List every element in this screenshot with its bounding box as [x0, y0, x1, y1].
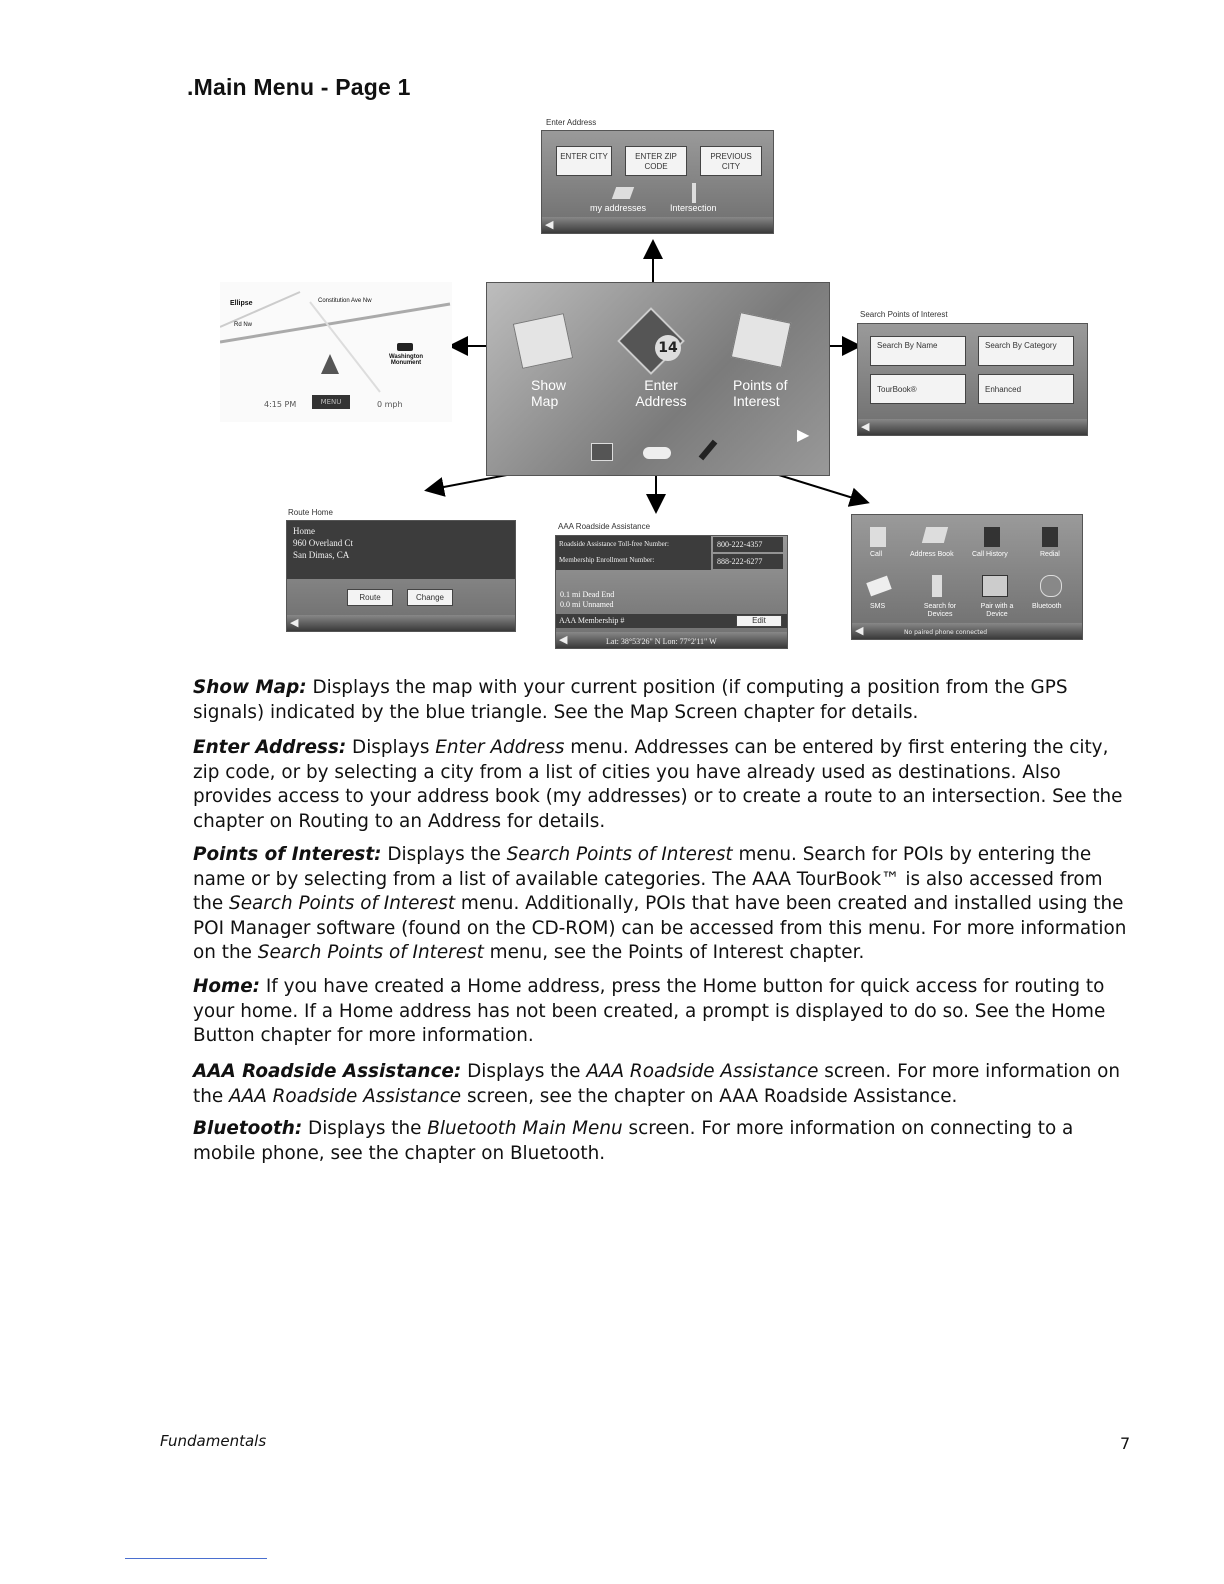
description-paragraph: Bluetooth: Displays the Bluetooth Main Menu screen. For more information on connecting to a mobile phone, see the chapter on Bluetooth.: [193, 1118, 1074, 1164]
map-label-monument: Washington Monument: [388, 354, 424, 366]
search-by-name-button[interactable]: Search By Name: [870, 336, 966, 366]
back-arrow-icon[interactable]: ◀: [290, 616, 299, 629]
description-term: Home:: [193, 976, 261, 997]
address-book-button[interactable]: Address Book: [910, 551, 954, 558]
main-menu-screen: [486, 282, 830, 476]
back-arrow-icon[interactable]: ◀: [855, 624, 864, 637]
description-paragraph: Home: If you have created a Home address, press the Home button for quick access for routing to your home. If a Home address has not been created, a prompt is displayed to do so. See the Home Button chapter for more information.: [193, 976, 1106, 1046]
back-arrow-icon[interactable]: ◀: [861, 420, 870, 433]
map-label-ellipse: Ellipse: [230, 300, 253, 307]
italic-reference: Search Points of Interest: [229, 893, 456, 914]
poi-caption: Search Points of Interest: [860, 310, 948, 319]
address-book-icon[interactable]: [922, 527, 948, 543]
show-map-button[interactable]: Show Map: [531, 377, 567, 409]
pair-device-button[interactable]: Pair with a Device: [980, 603, 1014, 618]
map-icon: [513, 313, 573, 369]
time-readout: 4:15 PM: [264, 400, 297, 409]
speed-unit: mph: [384, 400, 403, 409]
enter-zip-code-button[interactable]: ENTER ZIP CODE: [625, 146, 687, 176]
italic-reference: Enter Address: [435, 737, 565, 758]
roadside-number-label: Roadside Assistance Toll-free Number:: [559, 540, 669, 548]
home-address-line: 960 Overland Ct: [293, 538, 353, 548]
enter-address-button[interactable]: Enter Address: [635, 377, 687, 409]
nav-bar: [556, 632, 787, 648]
speed-readout: 0 mph: [377, 400, 403, 409]
bluetooth-status: No paired phone connected: [904, 629, 988, 636]
call-button[interactable]: Call: [870, 551, 883, 558]
roadside-caption: AAA Roadside Assistance: [558, 522, 651, 531]
roadside-car-icon[interactable]: [643, 447, 671, 459]
enter-city-button[interactable]: ENTER CITY: [556, 146, 612, 176]
footer-section: Fundamentals: [160, 1432, 267, 1450]
sms-icon[interactable]: [866, 576, 891, 597]
route-button[interactable]: Route: [347, 589, 393, 606]
route-home-screen: [286, 520, 516, 632]
pair-device-icon[interactable]: [982, 575, 1008, 597]
description-term: AAA Roadside Assistance:: [193, 1061, 462, 1082]
redial-icon[interactable]: [1042, 527, 1058, 547]
search-by-category-button[interactable]: Search By Category: [978, 336, 1074, 366]
poi-screen: [857, 323, 1088, 436]
search-devices-icon[interactable]: [932, 575, 942, 597]
map-label-rd: Rd Nw: [234, 322, 253, 328]
enhanced-button[interactable]: Enhanced: [978, 374, 1074, 404]
membership-phone[interactable]: 888-222-6277: [713, 554, 783, 569]
call-icon[interactable]: [870, 527, 886, 547]
description-term: Enter Address:: [193, 737, 347, 758]
nav-bar: [858, 419, 1087, 435]
intersection-button[interactable]: Intersection: [670, 203, 717, 213]
description-paragraph: Points of Interest: Displays the Search Points of Interest menu. Search for POIs by entering the name or by selecting from a list of available categories. The AAA TourBook™ is also accessed from the Search Points of Interest menu. Additionally, POIs that have been created and installed using the POI Manager software (found on the CD-ROM) can be accessed from this menu. For more information on the Search Points of Interest menu, see the Points of Interest chapter.: [193, 844, 1127, 963]
edit-button[interactable]: Edit: [736, 615, 782, 627]
call-history-icon[interactable]: [984, 527, 1000, 547]
change-button[interactable]: Change: [407, 589, 453, 606]
footer-rule: [125, 1558, 267, 1559]
time-unit: PM: [284, 400, 297, 409]
bluetooth-button[interactable]: Bluetooth: [1032, 603, 1062, 610]
bluetooth-icon[interactable]: [1040, 575, 1062, 597]
description-term: Points of Interest:: [193, 844, 382, 865]
street-item: 0.0 mi Unnamed: [560, 600, 614, 609]
menu-button[interactable]: MENU: [312, 395, 350, 409]
map-view: [220, 282, 452, 422]
page-title: .Main Menu - Page 1: [187, 74, 411, 100]
home-address-line: Home: [293, 526, 315, 536]
map-label-constitution: Constitution Ave Nw: [318, 298, 372, 304]
membership-label: AAA Membership #: [559, 616, 625, 625]
my-addresses-button[interactable]: my addresses: [590, 203, 647, 213]
enter-address-caption: Enter Address: [546, 118, 597, 127]
italic-reference: Bluetooth Main Menu: [427, 1118, 623, 1139]
roadside-screen: [555, 535, 788, 649]
nav-bar: [852, 623, 1082, 639]
position-triangle-icon: [321, 354, 339, 374]
roadside-phone[interactable]: 800-222-4357: [713, 537, 783, 552]
bluetooth-phone-icon[interactable]: [699, 440, 718, 461]
route-home-caption: Route Home: [288, 508, 333, 517]
description-paragraph: Enter Address: Displays Enter Address menu. Addresses can be entered by first entering the city, zip code, or by selecting a city from a list of cities you have already used as destinations. Also provides access to your address book (my addresses) or to create a route to an intersection. See the chapter on Routing to an Address for details.: [193, 737, 1123, 832]
italic-reference: Search Points of Interest: [506, 844, 733, 865]
street-item: 0.1 mi Dead End: [560, 590, 615, 599]
sms-button[interactable]: SMS: [870, 603, 886, 610]
nav-bar: [287, 615, 515, 631]
back-arrow-icon[interactable]: ◀: [559, 633, 568, 646]
back-arrow-icon[interactable]: ◀: [545, 218, 554, 231]
previous-city-button[interactable]: PREVIOUS CITY: [700, 146, 762, 176]
home-address-line: San Dimas, CA: [293, 550, 350, 560]
membership-number-label: Membership Enrollment Number:: [559, 556, 655, 564]
badge-count: 14: [655, 335, 681, 361]
page-number: 7: [1120, 1434, 1131, 1453]
tourbook-button[interactable]: TourBook®: [870, 374, 966, 404]
description-paragraph: Show Map: Displays the map with your current position (if computing a position from the GPS signals) indicated by the blue triangle. See the Map Screen chapter for details.: [193, 677, 1068, 723]
italic-reference: Search Points of Interest: [257, 942, 484, 963]
coordinates: Lat: 38°53'26" N Lon: 77°2'11" W: [606, 637, 717, 646]
poi-map-icon: [731, 312, 791, 368]
description-term: Bluetooth:: [193, 1118, 303, 1139]
call-history-button[interactable]: Call History: [972, 551, 1008, 558]
italic-reference: AAA Roadside Assistance: [586, 1061, 819, 1082]
bluetooth-screen: [851, 514, 1083, 640]
next-page-arrow-icon[interactable]: ▶: [797, 425, 810, 444]
search-devices-button[interactable]: Search for Devices: [923, 603, 957, 618]
redial-button[interactable]: Redial: [1040, 551, 1060, 558]
italic-reference: AAA Roadside Assistance: [229, 1085, 462, 1107]
home-icon[interactable]: [591, 443, 613, 461]
points-of-interest-button[interactable]: Points of Interest: [733, 377, 788, 409]
description-term: Show Map:: [193, 677, 307, 698]
description-paragraph: AAA Roadside Assistance: Displays the AAA Roadside Assistance screen. For more information on the AAA Roadside Assistance screen, see the chapter on AAA Roadside Assistance.: [193, 1061, 1121, 1107]
monument-icon: [397, 343, 413, 351]
